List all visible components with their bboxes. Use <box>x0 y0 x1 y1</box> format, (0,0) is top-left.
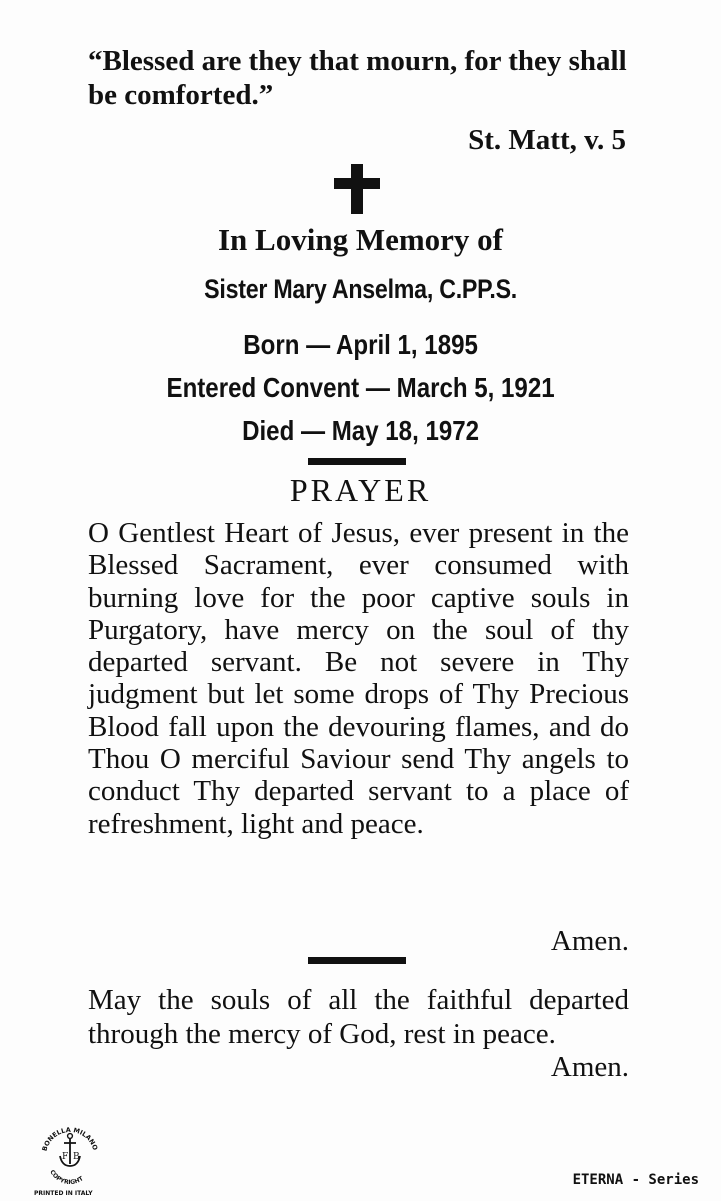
prayer-title: PRAYER <box>289 472 432 508</box>
svg-text:F: F <box>62 1152 69 1162</box>
memorial-heading: In Loving Memory of <box>217 222 503 257</box>
closing-amen: Amen. <box>550 1051 629 1083</box>
closing-prayer-text: May the souls of all the faithful departed through the mercy of God, rest in peace. <box>88 984 629 1050</box>
anchor-seal-icon <box>28 1118 112 1198</box>
series-label: ETERNA - Series <box>572 1172 699 1188</box>
prayer-text: O Gentlest Heart of Jesus, ever present in the Blessed Sacrament, ever consumed with burning love for the poor captive souls in Purgatory, have mercy on the soul of thy departed servant. Be not severe in Thy judgment but let some drops of Thy Precious Blood fall upon the devouring flames, and do Thou O merciful Saviour send Thy angels to conduct Thy departed servant to a place of refreshment, light and peace. <box>88 517 629 840</box>
divider <box>308 458 406 465</box>
entered-convent-date: Entered Convent — March 5, 1921 <box>166 372 555 403</box>
svg-text:B: B <box>73 1152 80 1162</box>
svg-text:COPYRIGHT: COPYRIGHT <box>48 1168 85 1187</box>
born-date: Born — April 1, 1895 <box>243 329 478 360</box>
prayer-amen: Amen. <box>550 925 629 957</box>
closing-prayer <box>88 983 629 1051</box>
scripture-quote: “Blessed are they that mourn, for they shall be comforted.” <box>88 45 627 111</box>
cross-icon <box>334 164 380 214</box>
divider <box>308 957 406 964</box>
printed-in-italy: PRINTED IN ITALY <box>34 1190 93 1197</box>
scripture-reference: St. Matt, v. 5 <box>468 124 626 156</box>
logo-text: BONELLA MILANO <box>40 1125 100 1153</box>
deceased-name: Sister Mary Anselma, C.PP.S. <box>204 274 517 304</box>
died-date: Died — May 18, 1972 <box>242 415 480 446</box>
